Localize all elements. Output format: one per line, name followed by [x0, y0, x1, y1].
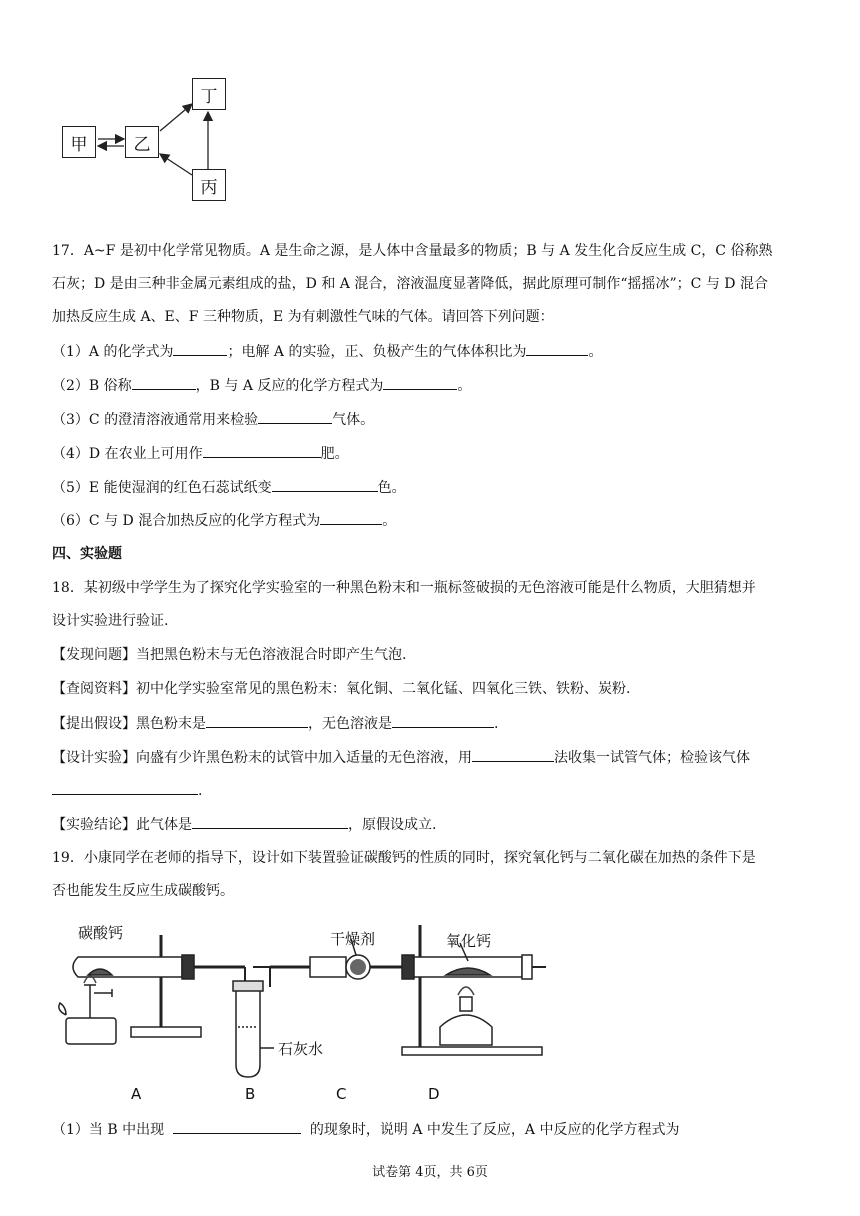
label-apparatus-c: C — [336, 1085, 347, 1103]
q18-design-cont — [52, 780, 202, 801]
q17-p5-blank[interactable] — [272, 477, 378, 492]
q17-p4-text-b: 肥。 — [320, 446, 349, 462]
q17-part2 — [52, 375, 471, 396]
q19-p1-text-a: （1）当 B 中出现 — [52, 1122, 165, 1138]
node-ding: 丁 — [192, 78, 226, 110]
page-footer: 试卷第 4页，共 6页 — [372, 1165, 488, 1180]
q17-part5 — [52, 477, 406, 498]
q19-p1-text-b: 的现象时，说明 A 中发生了反应，A 中反应的化学方程式为 — [309, 1122, 680, 1138]
q18-stem-line1: 18．某初级中学学生为了探究化学实验室的一种黑色粉末和一瓶标签破损的无色溶液可能是什么物质，大胆猜想并 — [52, 580, 756, 596]
q18-design-blank2[interactable] — [52, 780, 198, 795]
q18-hyp-blank2[interactable] — [392, 713, 494, 728]
label-calcium-carbonate: 碳酸钙 — [78, 924, 124, 942]
lamp-d — [440, 1015, 492, 1045]
q18-stem-line2: 设计实验进行验证. — [52, 613, 169, 629]
q17-p4-text-a: （4）D 在农业上可用作 — [52, 446, 203, 462]
node-bing: 丙 — [192, 169, 226, 201]
q19-stem-line1: 19．小康同学在老师的指导下，设计如下装置验证碳酸钙的性质的同时，探究氧化钙与二氧化碳在加热的条件下是 — [52, 850, 756, 866]
tube-b — [236, 989, 260, 1077]
q17-p3-text-a: （3）C 的澄清溶液通常用来检验 — [52, 412, 259, 428]
label-limewater: 石灰水 — [278, 1040, 324, 1058]
label-calcium-oxide: 氧化钙 — [446, 932, 492, 950]
q18-conclusion — [52, 814, 436, 835]
burner-a-neck — [84, 985, 96, 1018]
arrow-bing-to-yi — [160, 154, 192, 175]
q18-design — [52, 747, 750, 768]
burner-a-body — [66, 1018, 116, 1044]
stand-a-base — [131, 1027, 201, 1037]
q17-p2-text-b: ，B 与 A 反应的化学方程式为 — [195, 378, 384, 394]
q19-stem-line2: 否也能发生反应生成碳酸钙。 — [52, 883, 234, 899]
q17-p6-text-a: （6）C 与 D 混合加热反应的化学方程式为 — [52, 513, 321, 529]
tube-d-stopper — [402, 955, 414, 979]
q17-part6 — [52, 510, 396, 531]
burner-a-hose — [59, 1003, 66, 1015]
q17-p1-blank1[interactable] — [173, 341, 227, 356]
q17-p1-blank2[interactable] — [526, 341, 588, 356]
q18-hyp-text-c: . — [494, 716, 499, 732]
q19-p1-blank[interactable] — [173, 1119, 301, 1134]
q18-design-text-b: 法收集一试管气体；检验该气体 — [554, 750, 750, 766]
label-apparatus-a: A — [131, 1085, 142, 1103]
q18-hyp-text-b: ，无色溶液是 — [308, 716, 392, 732]
node-yi: 乙 — [125, 126, 159, 158]
q18-design-end: . — [198, 783, 203, 799]
desiccant — [350, 959, 366, 975]
q17-p2-blank1[interactable] — [132, 375, 196, 390]
label-desiccant: 干燥剂 — [330, 930, 376, 948]
q17-p6-blank[interactable] — [320, 510, 382, 525]
arrow-yi-to-ding — [160, 104, 192, 131]
section-heading-experiment: 四、实验题 — [52, 546, 122, 562]
q19-part1 — [52, 1119, 680, 1140]
q17-p2-blank2[interactable] — [383, 375, 457, 390]
lamp-d-wick — [460, 997, 472, 1011]
tube-d-end — [522, 955, 532, 979]
q17-p1-text-c: 。 — [588, 344, 603, 360]
q17-p5-text-b: 色。 — [377, 480, 406, 496]
q17-p1-text-b: ；电解 A 的实验，正、负极产生的气体体积比为 — [227, 344, 527, 360]
q17-stem-line3: 加热反应生成 A、E、F 三种物质，E 为有刺激性气味的气体。请回答下列问题： — [52, 309, 554, 325]
q17-p2-text-c: 。 — [457, 378, 472, 394]
q17-part3 — [52, 409, 374, 430]
tube-b-stopper — [233, 981, 263, 991]
q18-hypothesis — [52, 713, 498, 734]
node-jia: 甲 — [62, 126, 96, 158]
q17-p3-blank[interactable] — [258, 409, 332, 424]
q17-p1-text-a: （1）A 的化学式为 — [52, 344, 174, 360]
q18-hyp-text-a: 【提出假设】黑色粉末是 — [52, 716, 206, 732]
q18-consult: 【查阅资料】初中化学实验室常见的黑色粉末：氧化铜、二氧化锰、四氧化三铁、铁粉、炭粉. — [52, 681, 631, 697]
burner-a-valve — [94, 989, 112, 997]
q18-concl-text-a: 【实验结论】此气体是 — [52, 817, 192, 833]
q17-p3-text-b: 气体。 — [332, 412, 375, 428]
q18-concl-text-b: ，原假设成立. — [348, 817, 437, 833]
q17-stem-line1: 17．A~F 是初中化学常见物质。A 是生命之源，是人体中含量最多的物质；B 与 A 发生化合反应生成 C，C 俗称熟 — [52, 243, 773, 259]
q17-p6-text-b: 。 — [382, 513, 397, 529]
q18-design-text-a: 【设计实验】向盛有少许黑色粉末的试管中加入适量的无色溶液，用 — [52, 750, 472, 766]
q17-part4 — [52, 443, 349, 464]
q17-part1 — [52, 341, 602, 362]
stand-d-base — [402, 1047, 542, 1055]
q17-stem-line2: 石灰；D 是由三种非金属元素组成的盐，D 和 A 混合，溶液温度显著降低，据此原理可制作“摇摇冰”；C 与 D 混合 — [52, 276, 768, 292]
q17-p4-blank[interactable] — [203, 443, 321, 458]
label-apparatus-b: B — [245, 1085, 256, 1103]
q18-discover: 【发现问题】当把黑色粉末与无色溶液混合时即产生气泡. — [52, 647, 407, 663]
q18-hyp-blank1[interactable] — [206, 713, 308, 728]
tube-c — [310, 957, 346, 977]
q18-concl-blank[interactable] — [192, 814, 348, 829]
tube-a-stopper — [182, 955, 194, 979]
q17-p2-text-a: （2）B 俗称 — [52, 378, 132, 394]
label-apparatus-d: D — [428, 1085, 440, 1103]
flame-d — [458, 987, 474, 995]
q18-design-blank1[interactable] — [472, 747, 554, 762]
q17-p5-text-a: （5）E 能使湿润的红色石蕊试纸变 — [52, 480, 272, 496]
